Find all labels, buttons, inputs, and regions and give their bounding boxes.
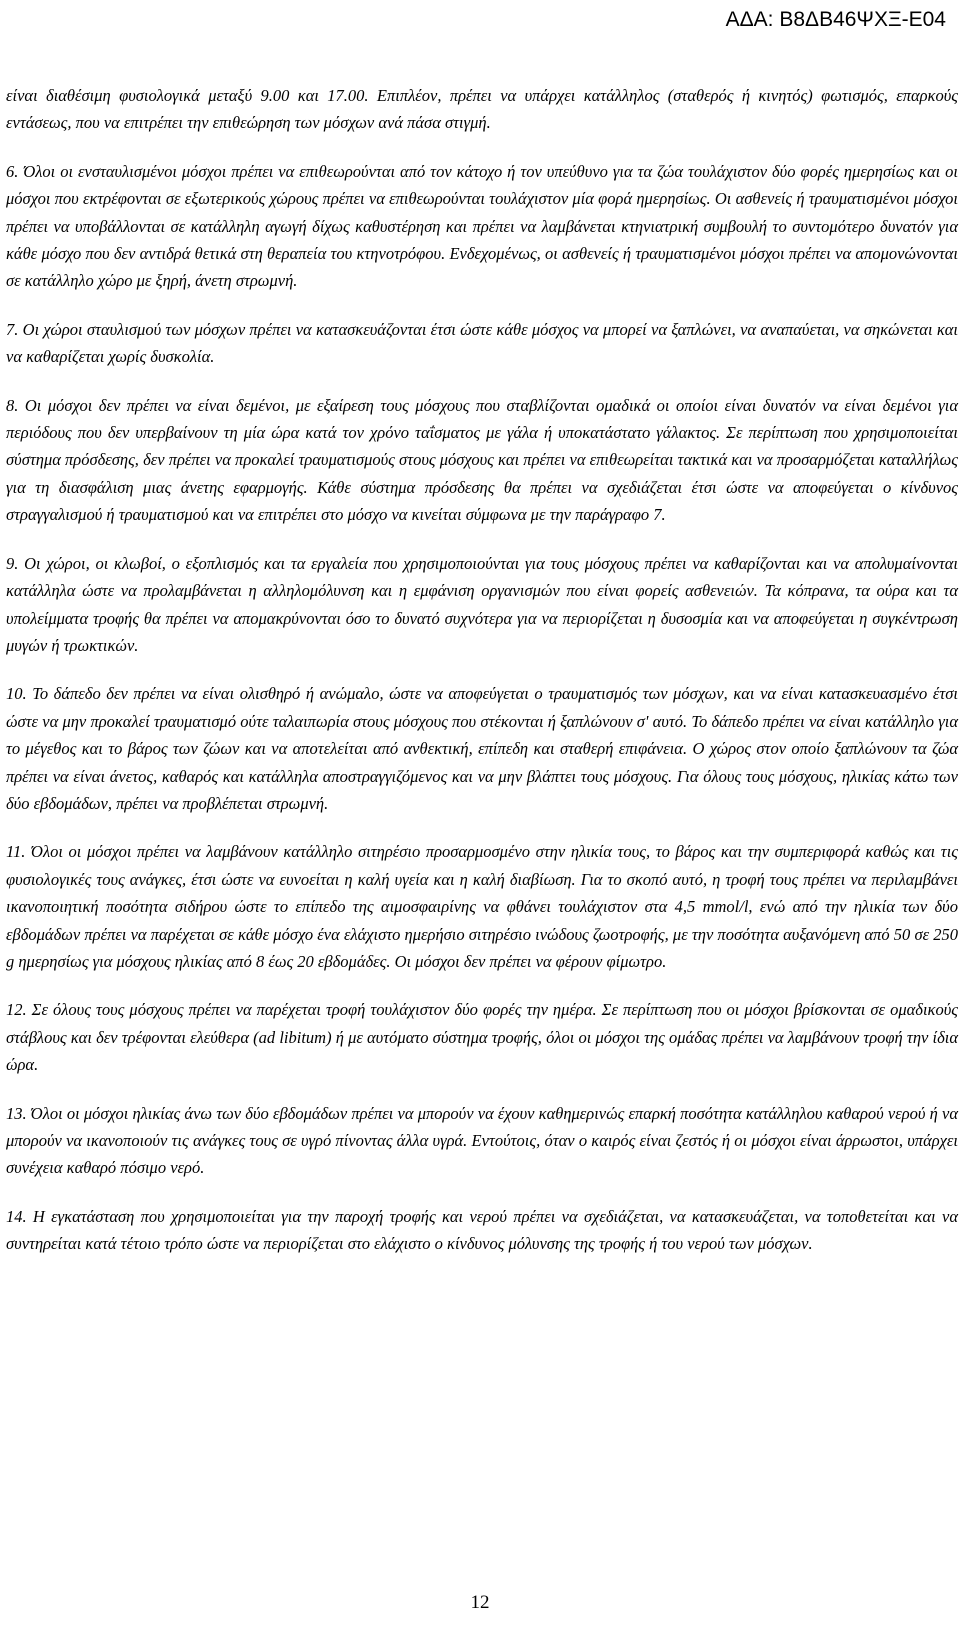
paragraph-6: 6. Όλοι οι ενσταυλισμένοι μόσχοι πρέπει να επιθεωρούνται από τον κάτοχο ή τον υπεύθυνο για τα ζώα τουλάχιστον δύο φορές ημερησίως και οι μόσχοι που εκτρέφονται σε εξωτερικούς χώρους πρέπει να επιθεωρούνται τουλάχιστον μία φορά ημερησίως. Οι ασθενείς ή τραυματισμένοι μόσχοι πρέπει να υποβάλλονται σε κατάλληλη αγωγή δίχως καθυστέρηση και πρέπει να λαμβάνεται κτηνιατρική συμβουλή το συντομότερο δυνατόν για κάθε μόσχο που δεν αντιδρά θετικά στη θεραπεία του κτηνοτρόφου. Ενδεχομένως, οι ασθενείς ή τραυματισμένοι μόσχοι πρέπει να απομονώνονται σε κατάλληλο χώρο με ξηρή, άνετη στρωμνή. <box>6 161 958 291</box>
paragraph-12: 12. Σε όλους τους μόσχους πρέπει να παρέχεται τροφή τουλάχιστον δύο φορές την ημέρα. Σε περίπτωση που οι μόσχοι βρίσκονται σε ομαδικούς στάβλους και δεν τρέφονται ελεύθερα (ad libitum) ή με αυτόματο σύστημα τροφής, όλοι οι μόσχοι της ομάδας πρέπει να λαμβάνουν τροφή την ίδια ώρα. <box>6 1000 958 1075</box>
paragraph-9: 9. Οι χώροι, οι κλωβοί, ο εξοπλισμός και τα εργαλεία που χρησιμοποιούνται για τους μόσχους πρέπει να καθαρίζονται και να απολυμαίνονται κατάλληλα ώστε να προλαμβάνεται η αλληλομόλυνση και η εμφάνιση οργανισμών που είναι φορείς ασθενειών. Τα κόπρανα, τα ούρα και τα υπολείμματα τροφής θα πρέπει να απομακρύνονται όσο το δυνατό συχνότερα για να περιορίζεται η δυσοσμία και να αποφεύγεται η συγκέντρωση μυγών ή τρωκτικών. <box>6 553 958 655</box>
paragraph-8: 8. Οι μόσχοι δεν πρέπει να είναι δεμένοι, με εξαίρεση τους μόσχους που σταβλίζονται ομαδικά οι οποίοι είναι δυνατόν να είναι δεμένοι για περιόδους που δεν υπερβαίνουν τη μία ώρα κατά τον χρόνο ταΐσματος με γάλα ή υποκατάστατο γάλακτος. Σε περίπτωση που χρησιμοποιείται σύστημα πρόσδεσης, δεν πρέπει να προκαλεί τραυματισμούς στους μόσχους και πρέπει να επιθεωρείται τακτικά και να προσαρμόζεται καταλλήλως για τη διασφάλιση μιας άνετης εφαρμογής. Κάθε σύστημα πρόσδεσης θα πρέπει να σχεδιάζεται έτσι ώστε να αποφεύγεται ο κίνδυνος στραγγαλισμού ή τραυματισμού και να επιτρέπει στο μόσχο να κινείται σύμφωνα με την παράγραφο 7. <box>6 395 958 525</box>
paragraph-continuation: είναι διαθέσιμη φυσιολογικά μεταξύ 9.00 και 17.00. Επιπλέον, πρέπει να υπάρχει κατάλληλος (σταθερός ή κινητός) φωτισμός, επαρκούς εντάσεως, που να επιτρέπει την επιθεώρηση των μόσχων ανά πάσα στιγμή. <box>6 86 958 133</box>
ada-code: ΑΔΑ: Β8ΔΒ46ΨΧΞ-Ε04 <box>725 8 946 31</box>
paragraph-14: 14. Η εγκατάσταση που χρησιμοποιείται για την παροχή τροφής και νερού πρέπει να σχεδιάζεται, να κατασκευάζεται, να τοποθετείται και να συντηρείται κατά τέτοιο τρόπο ώστε να περιορίζεται στο ελάχιστο ο κίνδυνος μόλυνσης της τροφής ή του νερού των μόσχων. <box>6 1206 958 1254</box>
paragraph-13: 13. Όλοι οι μόσχοι ηλικίας άνω των δύο εβδομάδων πρέπει να μπορούν να έχουν καθημερινώς επαρκή ποσότητα κατάλληλου καθαρού νερού ή να μπορούν να ικανοποιούν τις ανάγκες τους σε υγρό πίνοντας άλλα υγρά. Εντούτοις, όταν ο καιρός είναι ζεστός ή οι μόσχοι είναι άρρωστοι, υπάρχει συνέχεια καθαρό πόσιμο νερό. <box>6 1103 958 1178</box>
page-number: 12 <box>470 1592 490 1613</box>
document-body <box>6 82 958 1279</box>
paragraph-10: 10. Το δάπεδο δεν πρέπει να είναι ολισθηρό ή ανώμαλο, ώστε να αποφεύγεται ο τραυματισμός των μόσχων, και να είναι κατασκευασμένο έτσι ώστε να μην προκαλεί τραυματισμό ούτε ταλαιπωρία στους μόσχους που στέκονται ή ξαπλώνουν σ' αυτό. Το δάπεδο πρέπει να είναι κατάλληλο για το μέγεθος και το βάρος των ζώων και να αποτελείται από ανθεκτική, επίπεδη και σταθερή επιφάνεια. Ο χώρος στον οποίο ξαπλώνουν τα ζώα πρέπει να είναι άνετος, καθαρός και κατάλληλα αποστραγγιζόμενος και να μην βλάπτει τους μόσχους. Για όλους τους μόσχους, ηλικίας κάτω των δύο εβδομάδων, πρέπει να προβλέπεται στρωμνή. <box>6 684 958 813</box>
paragraph-11: 11. Όλοι οι μόσχοι πρέπει να λαμβάνουν κατάλληλο σιτηρέσιο προσαρμοσμένο στην ηλικία τους, το βάρος και την συμπεριφορά καθώς και τις φυσιολογικές τους ανάγκες, έτσι ώστε να ευνοείται η καλή υγεία και η καλή διαβίωση. Για το σκοπό αυτό, η τροφή τους πρέπει να περιλαμβάνει ικανοποιητική ποσότητα σιδήρου ώστε το επίπεδο της αιμοσφαιρίνης να φθάνει τουλάχιστον στα 4,5 mmol/l, ενώ από την ηλικία των δύο εβδομάδων πρέπει να παρέχεται σε κάθε μόσχο ένα ελάχιστο ημερήσιο σιτηρέσιο ινώδους ζωοτροφής, με την ποσότητα αυξανόμενη από 50 σε 250 g ημερησίως για μόσχους ηλικίας από 8 έως 20 εβδομάδες. Οι μόσχοι δεν πρέπει να φέρουν φίμωτρο. <box>6 842 958 971</box>
paragraph-7: 7. Οι χώροι σταυλισμού των μόσχων πρέπει να κατασκευάζονται έτσι ώστε κάθε μόσχος να μπορεί να ξαπλώνει, να αναπαύεται, να σηκώνεται και να καθαρίζεται χωρίς δυσκολία. <box>6 319 958 367</box>
